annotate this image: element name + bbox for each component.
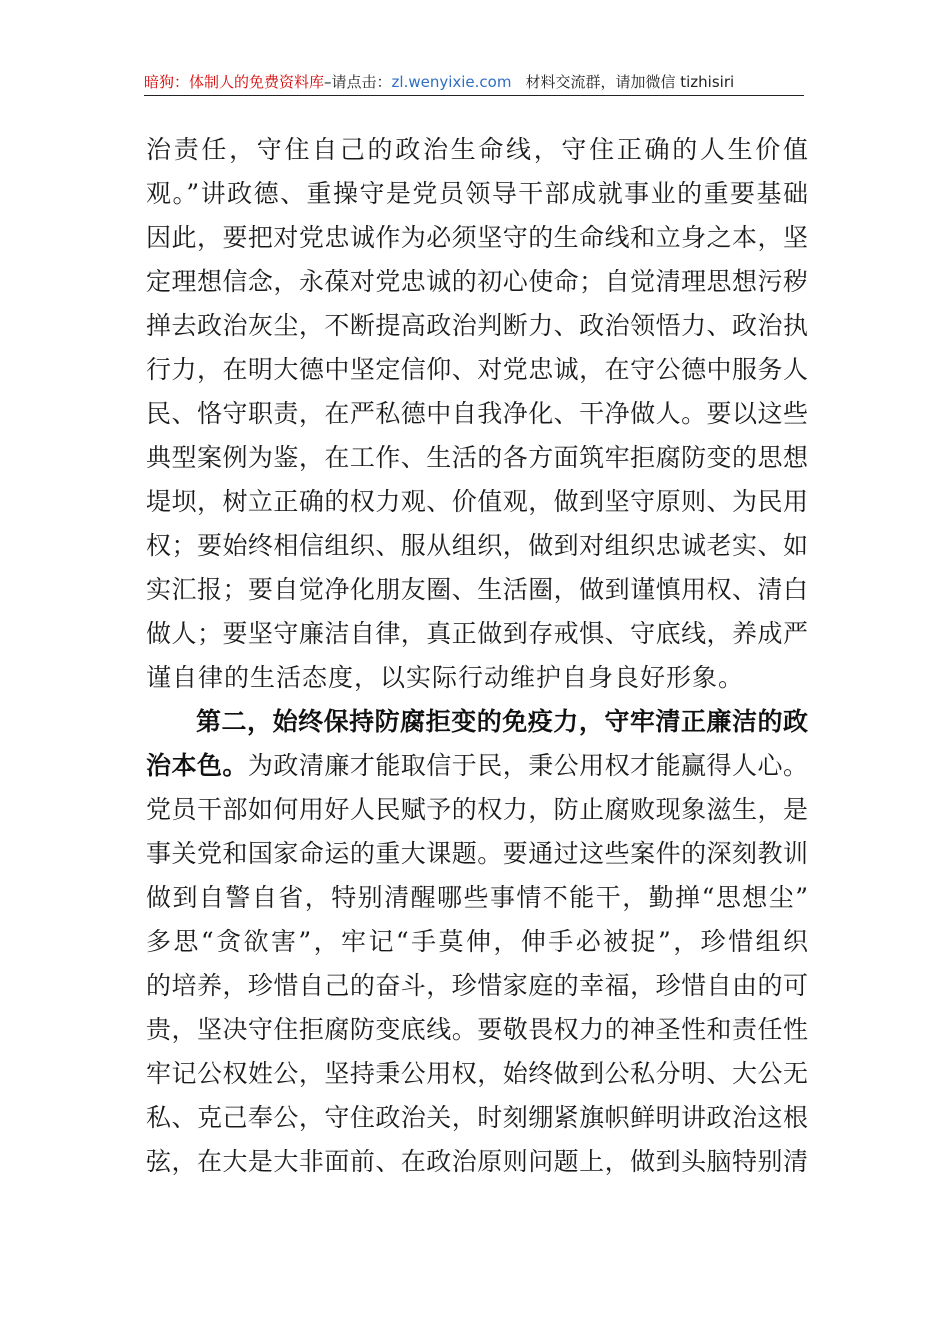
- text-line: 事关党和国家命运的重大课题。要通过这些案件的深刻教训: [146, 839, 808, 868]
- text-line: 行力，在明大德中坚定信仰、对党忠诚，在守公德中服务人: [146, 355, 808, 384]
- text-line: 实汇报；要自觉净化朋友圈、生活圈，做到谨慎用权、清白: [146, 575, 808, 604]
- header-group-note: 材料交流群，请加微信 tizhisiri: [525, 73, 735, 91]
- text-line: 党员干部如何用好人民赋予的权力，防止腐败现象滋生，是: [146, 795, 808, 824]
- text-line: 贵，坚决守住拒腐防变底线。要敬畏权力的神圣性和责任性: [146, 1015, 808, 1044]
- text-line: 典型案例为鉴，在工作、生活的各方面筑牢拒腐防变的思想: [146, 443, 808, 472]
- header-click-prefix: –请点击：: [324, 73, 392, 91]
- text-line: 治责任，守住自己的政治生命线，守住正确的人生价值: [146, 135, 808, 164]
- header-url-link[interactable]: zl.wenyixie.com: [391, 73, 512, 91]
- text-line: 民、恪守职责，在严私德中自我净化、干净做人。要以这些: [146, 399, 808, 428]
- section-heading: 第二，始终保持防腐拒变的免疫力，守牢清正廉洁的政: [196, 707, 808, 736]
- section-heading-continuation: [146, 744, 808, 788]
- text-line: 弦，在大是大非面前、在政治原则问题上，做到头脑特别清: [146, 1147, 808, 1176]
- text-line: 私、克己奉公，守住政治关，时刻绷紧旗帜鲜明讲政治这根: [146, 1103, 808, 1132]
- text-line: 堤坝，树立正确的权力观、价值观，做到坚守原则、为民用: [146, 487, 808, 516]
- text-line: 观。”讲政德、重操守是党员领导干部成就事业的重要基础: [146, 179, 808, 208]
- text-line: 定理想信念，永葆对党忠诚的初心使命；自觉清理思想污秽: [146, 267, 808, 296]
- text-line: 权；要始终相信组织、服从组织，做到对组织忠诚老实、如: [146, 531, 808, 560]
- text-line: 的培养，珍惜自己的奋斗，珍惜家庭的幸福，珍惜自由的可: [146, 971, 808, 1000]
- text-line: 做到自警自省，特别清醒哪些事情不能干，勤掸“思想尘”: [146, 883, 808, 912]
- text-line: 掸去政治灰尘，不断提高政治判断力、政治领悟力、政治执: [146, 311, 808, 340]
- text-line: 牢记公权姓公，坚持秉公用权，始终做到公私分明、大公无: [146, 1059, 808, 1088]
- section-intro-text: 为政清廉才能取信于民，秉公用权才能赢得人心。: [247, 751, 808, 780]
- header-divider: [144, 95, 804, 96]
- section-heading-end: 治本色。: [146, 751, 248, 780]
- text-line: 做人；要坚守廉洁自律，真正做到存戒惧、守底线，养成严: [146, 619, 808, 648]
- text-line: 多思“贪欲害”，牢记“手莫伸，伸手必被捉”，珍惜组织: [146, 927, 808, 956]
- page-header: [144, 68, 804, 96]
- text-line: 因此，要把对党忠诚作为必须坚守的生命线和立身之本，坚: [146, 223, 808, 252]
- text-line-paragraph-end: 谨自律的生活态度，以实际行动维护自身良好形象。: [146, 663, 745, 692]
- document-body: [146, 128, 808, 1184]
- header-brand: 暗狗：体制人的免费资料库: [144, 73, 325, 91]
